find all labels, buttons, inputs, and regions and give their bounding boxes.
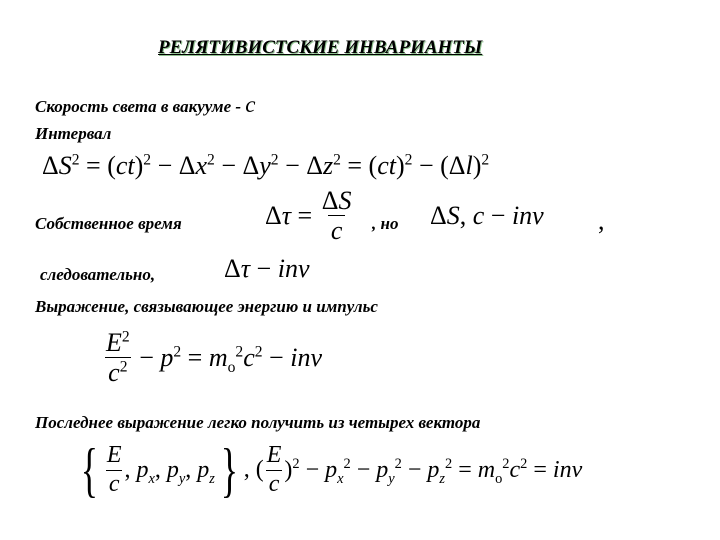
invariants-formula: ΔS, c − inv [430,201,544,230]
energy-momentum-formula: $\frac{E^2}{c^2}$ − $p^2 = m_o^2c^2$ − inv [106,328,322,388]
interval-formula: $\Delta S^2 = (ct)^2 - \Delta x^2 - \Delta y^2 - \Delta z^2 = (ct)^2 - (\Delta l)^2$ [42,151,490,180]
four-vector-formula: { $\frac{E}{c}$ , $p_x$, $p_y$, $p_z$} , ( $\frac{E}{c}$ )$^2 - p_x^2 - p_y^2 - p_z^2 = m_o^2c^2$ = inv [80,437,583,503]
interval-label: Интервал [35,124,112,143]
proper-time-formula: Δτ = $\frac{\Delta S}{c}$ [265,186,352,246]
dtau-inv-formula: Δτ − inv [224,254,310,283]
speed-of-light-line [35,92,256,118]
trailing-comma: , [598,206,605,235]
therefore-label: следовательно, [40,265,156,284]
last-expression-label: Последнее выражение легко получить из четырех вектора [35,413,481,432]
speed-of-light-label: Скорость света в вакууме - [35,97,246,116]
proper-time-label: Собственное время [35,214,182,233]
energy-momentum-label: Выражение, связывающее энергию и импульс [35,297,378,316]
but-label: , но [372,214,399,233]
speed-symbol: c [245,92,256,117]
page-title: РЕЛЯТИВИСТСКИЕ ИНВАРИАНТЫ [158,37,483,58]
